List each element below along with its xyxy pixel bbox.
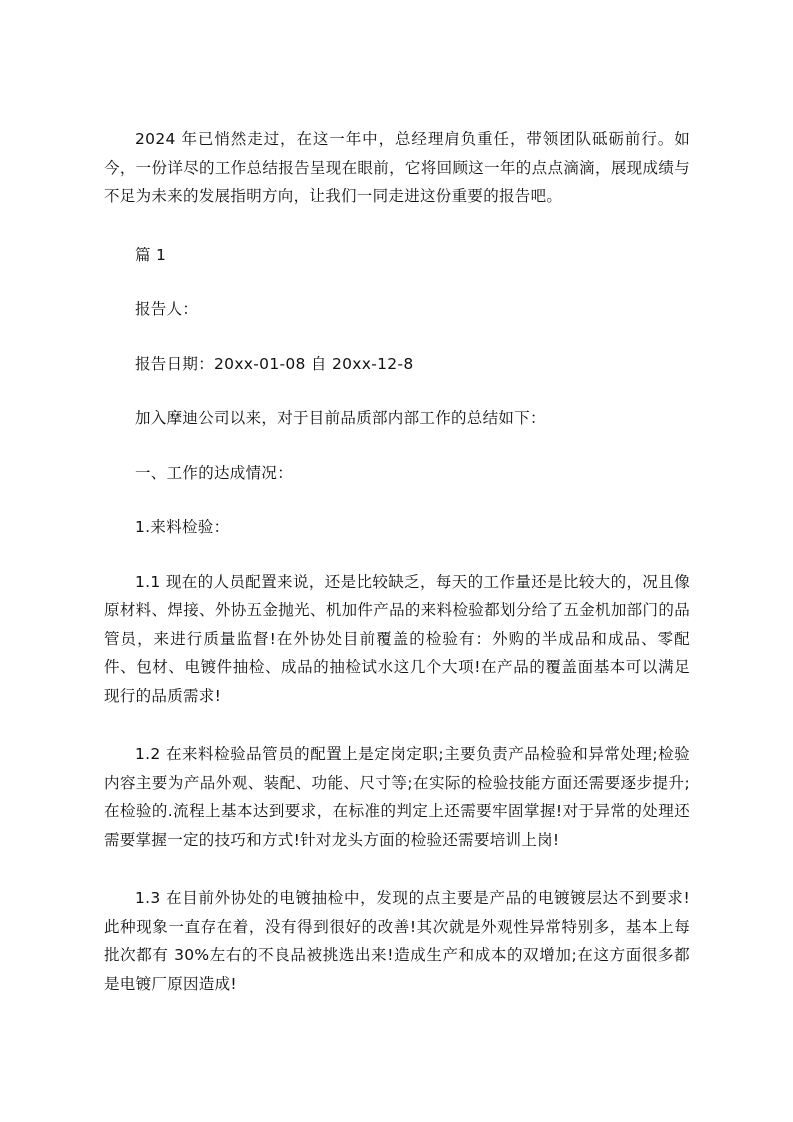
heading-work-achievement: 一、工作的达成情况： (135, 463, 294, 482)
intro-paragraph: 2024 年已悄然走过，在这一年中，总经理肩负重任，带领团队砥砺前行。如今，一份详尽的工作总结报告呈现在眼前，它将回顾这一年的点点滴滴，展现成绩与不足为未来的发展指明方向，让我们一同走进这份重要的报告吧。 (104, 130, 690, 205)
subheading-incoming-inspection: 1.来料检验： (135, 518, 230, 536)
section-label: 篇 1 (135, 245, 167, 264)
report-date-line: 报告日期：20xx-01-08 自 20xx-12-8 (135, 354, 414, 373)
opening-line: 加入摩迪公司以来，对于目前品质部内部工作的总结如下： (135, 409, 546, 427)
paragraph-item-1-1: 1.1 现在的人员配置来说，还是比较缺乏，每天的工作量还是比较大的，况且像原材料、焊接、外协五金抛光、机加件产品的来料检验都划分给了五金机加部门的品管员，来进行质量监督!在外协处目前覆盖的检验有：外购的半成品和成品、零配件、包材、电镀件抽检、成品的抽检试水这几个大项!在产品的覆盖面基本可以满足现行的品质需求! (104, 572, 690, 705)
paragraph-item-1-3: 1.3 在目前外协处的电镀抽检中，发现的点主要是产品的电镀镀层达不到要求!此种现象一直存在着，没有得到很好的改善!其次就是外观性异常特别多，基本上每批次都有 30%左右的不良品被挑选出来!造成生产和成本的双增加;在这方面很多都是电镀厂原因造成! (104, 889, 690, 993)
document-body (104, 125, 690, 998)
paragraph-item-1-2: 1.2 在来料检验品管员的配置上是定岗定职;主要负责产品检验和异常处理;检验内容主要为产品外观、装配、功能、尺寸等;在实际的检验技能方面还需要逐步提升;在检验的.流程上基本达到要求，在标准的判定上还需要牢固掌握!对于异常的处理还需要掌握一定的技巧和方式!针对龙头方面的检验还需要培训上岗! (104, 745, 690, 849)
reporter-line: 报告人： (135, 300, 199, 318)
